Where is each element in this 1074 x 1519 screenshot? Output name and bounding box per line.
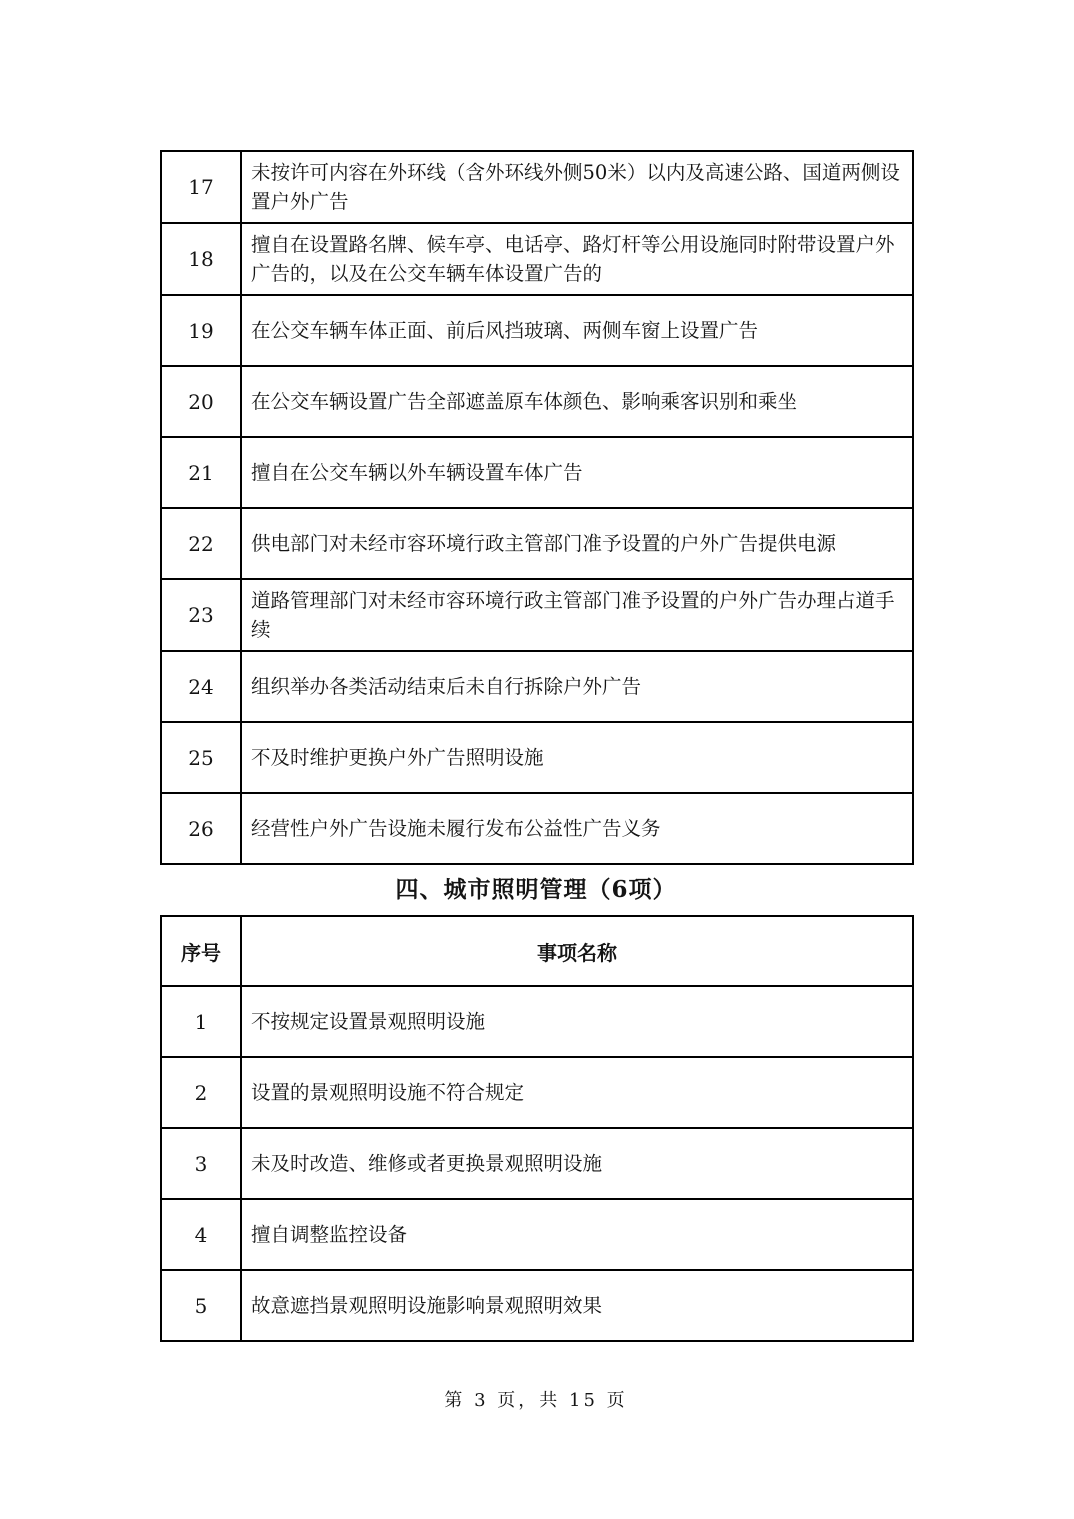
row-item-text: 在公交车辆设置广告全部遮盖原车体颜色、影响乘客识别和乘坐	[241, 366, 913, 437]
table-row	[161, 722, 913, 793]
table-row	[161, 223, 913, 295]
row-number: 18	[161, 223, 241, 295]
row-number: 2	[161, 1057, 241, 1128]
row-number: 20	[161, 366, 241, 437]
table-row	[161, 651, 913, 722]
table-row	[161, 437, 913, 508]
row-item-text: 在公交车辆车体正面、前后风挡玻璃、两侧车窗上设置广告	[241, 295, 913, 366]
row-number: 5	[161, 1270, 241, 1341]
row-number: 26	[161, 793, 241, 864]
row-item-text: 组织举办各类活动结束后未自行拆除户外广告	[241, 651, 913, 722]
row-number: 1	[161, 986, 241, 1057]
table-row	[161, 1199, 913, 1270]
page-footer: 第 3 页，共 15 页	[444, 1390, 628, 1411]
row-number: 3	[161, 1128, 241, 1199]
row-number: 19	[161, 295, 241, 366]
row-item-text: 擅自在公交车辆以外车辆设置车体广告	[241, 437, 913, 508]
row-item-text: 未及时改造、维修或者更换景观照明设施	[241, 1128, 913, 1199]
column-header-item-name: 事项名称	[241, 916, 913, 986]
row-item-text: 故意遮挡景观照明设施影响景观照明效果	[241, 1270, 913, 1341]
row-number: 25	[161, 722, 241, 793]
table-row	[161, 1128, 913, 1199]
table-row	[161, 151, 913, 223]
table-row	[161, 793, 913, 864]
row-item-text: 擅自在设置路名牌、候车亭、电话亭、路灯杆等公用设施同时附带设置户外广告的，以及在公交车辆车体设置广告的	[241, 223, 913, 295]
table-header-row	[161, 916, 913, 986]
column-header-number: 序号	[161, 916, 241, 986]
row-number: 24	[161, 651, 241, 722]
row-item-text: 经营性户外广告设施未履行发布公益性广告义务	[241, 793, 913, 864]
row-item-text: 未按许可内容在外环线（含外环线外侧50米）以内及高速公路、国道两侧设置户外广告	[241, 151, 913, 223]
table-row	[161, 579, 913, 651]
row-number: 21	[161, 437, 241, 508]
table-row	[161, 366, 913, 437]
advertising-items-table	[160, 150, 914, 865]
row-item-text: 擅自调整监控设备	[241, 1199, 913, 1270]
table-row	[161, 295, 913, 366]
lighting-items-table	[160, 915, 914, 1342]
row-number: 17	[161, 151, 241, 223]
row-number: 22	[161, 508, 241, 579]
table-row	[161, 1270, 913, 1341]
table-row	[161, 986, 913, 1057]
row-number: 23	[161, 579, 241, 651]
page-content	[160, 150, 912, 1412]
row-number: 4	[161, 1199, 241, 1270]
table-row	[161, 1057, 913, 1128]
row-item-text: 不及时维护更换户外广告照明设施	[241, 722, 913, 793]
row-item-text: 不按规定设置景观照明设施	[241, 986, 913, 1057]
row-item-text: 道路管理部门对未经市容环境行政主管部门准予设置的户外广告办理占道手续	[241, 579, 913, 651]
row-item-text: 设置的景观照明设施不符合规定	[241, 1057, 913, 1128]
table-row	[161, 508, 913, 579]
section-title-lighting: 四、城市照明管理（6项）	[395, 876, 677, 903]
row-item-text: 供电部门对未经市容环境行政主管部门准予设置的户外广告提供电源	[241, 508, 913, 579]
